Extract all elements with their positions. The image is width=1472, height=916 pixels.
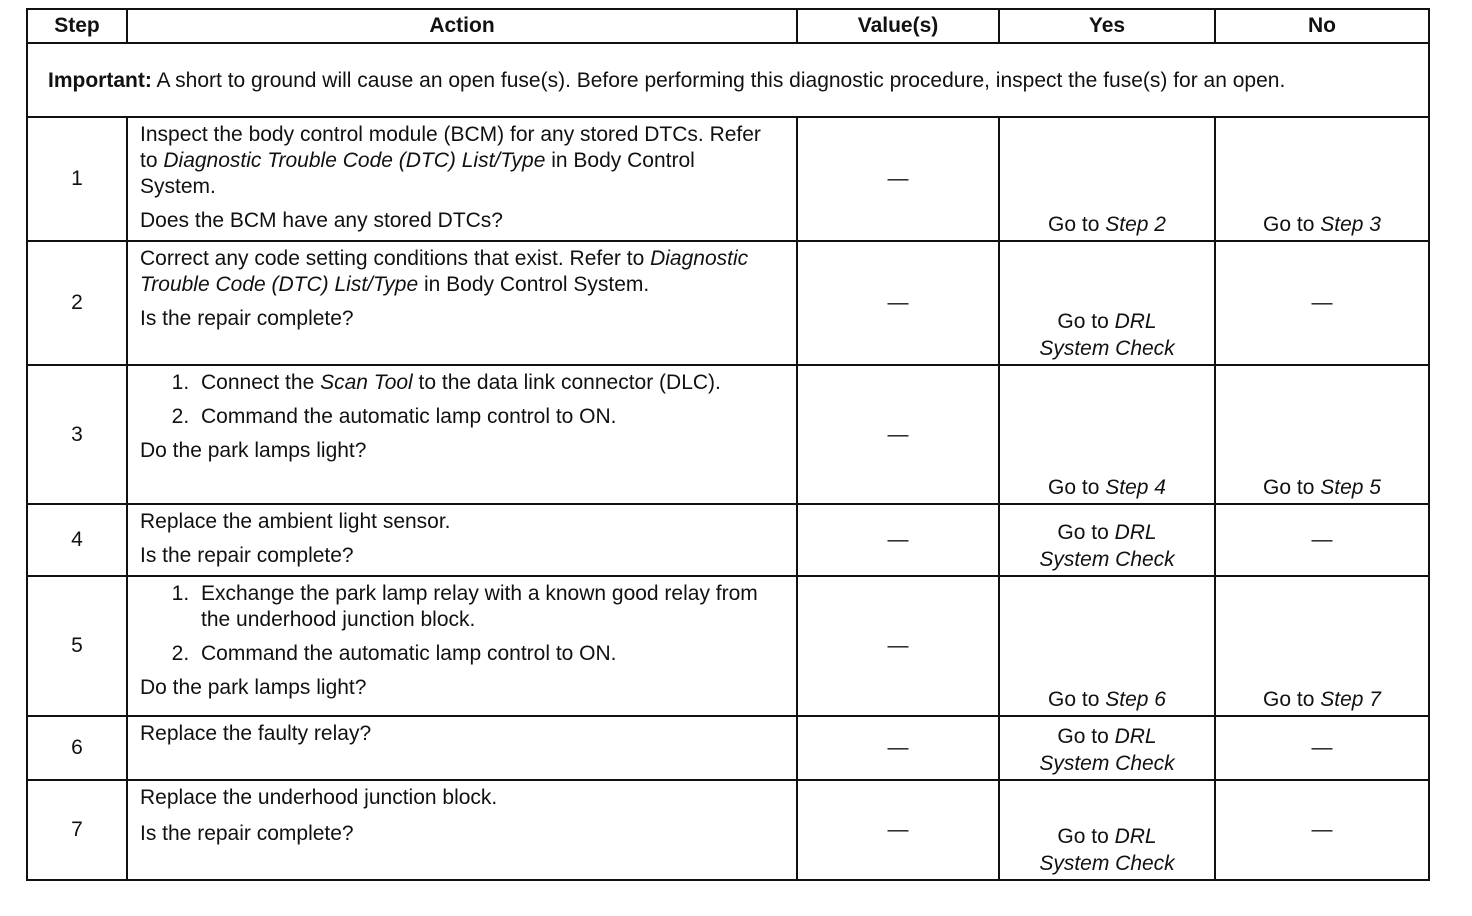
action-question: Do the park lamps light? [140,439,367,462]
substep-text: Command the automatic lamp control to ON. [201,405,617,428]
header-values: Value(s) [797,9,999,43]
substep-item [195,641,774,667]
yes-target: DRL System Check [1039,725,1175,775]
table-row [27,576,1429,716]
yes-prefix: Go to [1057,310,1115,333]
no-cell [1215,365,1429,504]
yes-prefix: Go to [1057,725,1115,748]
action-cell [127,576,797,716]
action-question: Is the repair complete? [140,307,354,330]
yes-cell [999,504,1215,576]
action-cell [127,716,797,780]
no-cell [1215,117,1429,241]
substep-list [140,581,774,667]
no-target: Step 7 [1320,688,1381,711]
no-target: Step 5 [1320,476,1381,499]
no-cell: — [1215,241,1429,365]
step-number: 7 [27,780,127,880]
important-text: A short to ground will cause an open fuse(s). Before performing this diagnostic procedure, inspect the fuse(s) for an open. [151,68,1286,92]
action-text [140,122,774,200]
yes-target: Step 2 [1105,213,1166,236]
substep-item [195,404,774,430]
important-label: Important: [48,68,152,92]
yes-cell [999,716,1215,780]
action-cell [127,780,797,880]
action-text [140,246,774,298]
yes-cell [999,241,1215,365]
action-question: Is the repair complete? [140,544,354,567]
yes-cell [999,576,1215,716]
value-cell: — [797,365,999,504]
table-row [27,365,1429,504]
action-text-part: Correct any code setting conditions that exist. Refer to [140,247,651,270]
step-number: 1 [27,117,127,241]
yes-prefix: Go to [1057,825,1115,848]
yes-prefix: Go to [1057,521,1115,544]
action-question: Do the park lamps light? [140,676,367,699]
no-target: Step 3 [1320,213,1381,236]
substep-text: to the data link connector (DLC). [412,371,721,394]
header-step: Step [27,9,127,43]
no-cell: — [1215,504,1429,576]
value-cell: — [797,576,999,716]
yes-target: DRL System Check [1039,521,1175,571]
yes-target: Step 4 [1105,476,1166,499]
action-text-part: in Body Control System. [140,149,695,198]
yes-cell [999,117,1215,241]
substep-text: Command the automatic lamp control to ON. [201,642,617,665]
yes-target: DRL System Check [1039,825,1175,875]
yes-target: DRL System Check [1039,310,1175,360]
step-number: 5 [27,576,127,716]
no-prefix: Go to [1263,213,1321,236]
action-text: Replace the ambient light sensor. [140,510,451,533]
action-text-part: in Body Control System. [418,273,650,296]
yes-prefix: Go to [1048,688,1106,711]
table-row [27,504,1429,576]
header-action: Action [127,9,797,43]
action-text-part: Inspect the body control module (BCM) for any stored DTCs. Refer to [140,123,761,172]
step-number: 4 [27,504,127,576]
substep-item [195,370,774,396]
header-row [27,9,1429,43]
action-cell [127,504,797,576]
table-row [27,716,1429,780]
no-prefix: Go to [1263,476,1321,499]
doc-reference: Diagnostic Trouble Code (DTC) List/Type [140,247,749,296]
table-row [27,241,1429,365]
yes-prefix: Go to [1048,213,1106,236]
header-no: No [1215,9,1429,43]
no-cell: — [1215,780,1429,880]
no-cell [1215,576,1429,716]
value-cell: — [797,117,999,241]
step-number: 6 [27,716,127,780]
doc-reference: Diagnostic Trouble Code (DTC) List/Type [163,149,546,172]
no-prefix: Go to [1263,688,1321,711]
yes-cell [999,780,1215,880]
important-note [27,43,1429,117]
table-row [27,117,1429,241]
action-text: Replace the underhood junction block. [140,786,498,809]
action-question: Does the BCM have any stored DTCs? [140,209,503,232]
tool-reference: Scan Tool [320,371,413,394]
value-cell: — [797,780,999,880]
action-question: Is the repair complete? [140,822,354,845]
value-cell: — [797,241,999,365]
yes-cell [999,365,1215,504]
diagnostic-table [26,8,1430,881]
value-cell: — [797,504,999,576]
substep-text: Connect the [201,371,321,394]
action-cell [127,241,797,365]
header-yes: Yes [999,9,1215,43]
no-cell: — [1215,716,1429,780]
substep-item [195,581,774,633]
important-note-row [27,43,1429,117]
step-number: 2 [27,241,127,365]
yes-prefix: Go to [1048,476,1106,499]
action-cell [127,117,797,241]
action-text: Replace the faulty relay? [140,722,372,745]
substep-list [140,370,774,430]
step-number: 3 [27,365,127,504]
yes-target: Step 6 [1105,688,1166,711]
table-row [27,780,1429,880]
substep-text: Exchange the park lamp relay with a known good relay from the underhood junction block. [201,582,758,631]
value-cell: — [797,716,999,780]
action-cell [127,365,797,504]
